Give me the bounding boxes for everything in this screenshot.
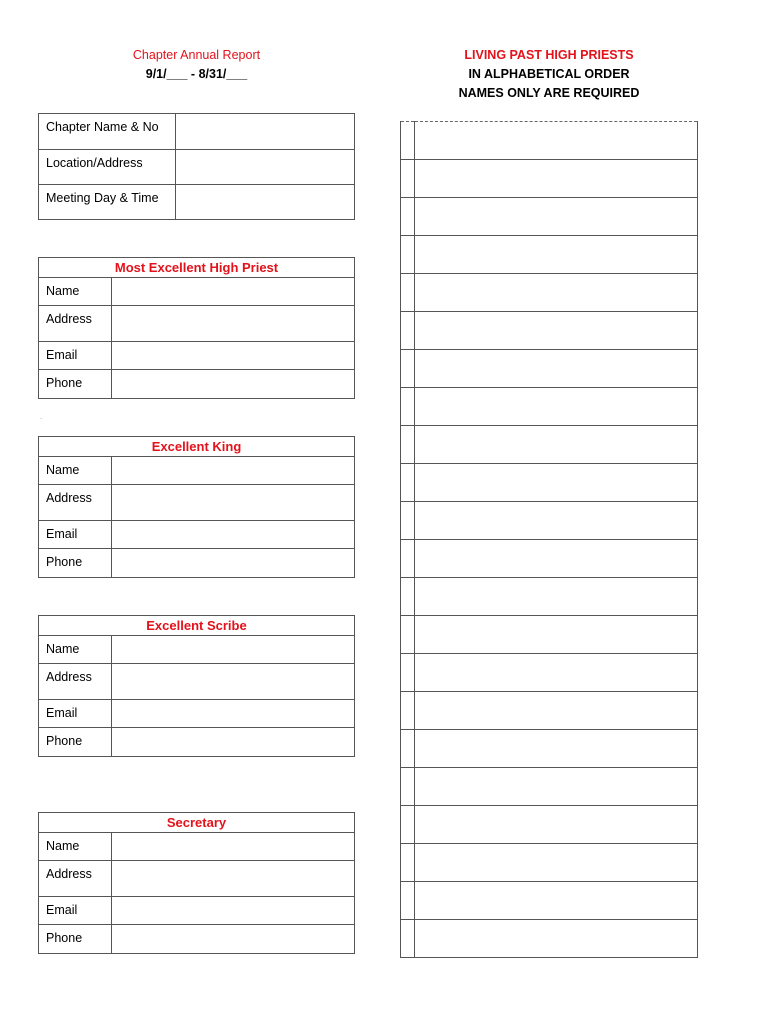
- address-label: Address: [39, 664, 112, 700]
- email-field[interactable]: [112, 521, 355, 549]
- phone-label: Phone: [39, 925, 112, 954]
- meeting-field[interactable]: [176, 185, 355, 220]
- past-priest-row: [401, 122, 698, 160]
- name-label: Name: [39, 457, 112, 485]
- phone-label: Phone: [39, 728, 112, 757]
- report-title: Chapter Annual Report: [132, 48, 261, 62]
- past-priest-row: [401, 312, 698, 350]
- past-priest-name-field[interactable]: [415, 312, 698, 350]
- past-priest-name-field[interactable]: [415, 654, 698, 692]
- address-field[interactable]: [112, 664, 355, 700]
- officer-table-scribe: [38, 615, 355, 757]
- past-priest-name-field[interactable]: [415, 198, 698, 236]
- row-number-cell: [401, 768, 415, 806]
- past-priest-row: [401, 350, 698, 388]
- row-number-cell: [401, 426, 415, 464]
- past-priest-row: [401, 540, 698, 578]
- past-priest-row: [401, 426, 698, 464]
- email-label: Email: [39, 897, 112, 925]
- name-field[interactable]: [112, 833, 355, 861]
- row-number-cell: [401, 502, 415, 540]
- past-priest-name-field[interactable]: [415, 502, 698, 540]
- row-number-cell: [401, 540, 415, 578]
- email-field[interactable]: [112, 897, 355, 925]
- officer-title: Secretary: [39, 813, 355, 833]
- name-label: Name: [39, 636, 112, 664]
- email-field[interactable]: [112, 342, 355, 370]
- past-priest-name-field[interactable]: [415, 388, 698, 426]
- phone-field[interactable]: [112, 370, 355, 399]
- address-field[interactable]: [112, 485, 355, 521]
- officer-title: Excellent Scribe: [39, 616, 355, 636]
- row-number-cell: [401, 236, 415, 274]
- past-priest-name-field[interactable]: [415, 540, 698, 578]
- meeting-label: Meeting Day & Time: [39, 185, 176, 220]
- officer-title: Excellent King: [39, 437, 355, 457]
- officer-table-king: [38, 436, 355, 578]
- past-priest-name-field[interactable]: [415, 350, 698, 388]
- past-priest-row: [401, 160, 698, 198]
- past-priest-row: [401, 388, 698, 426]
- row-number-cell: [401, 160, 415, 198]
- past-priest-row: [401, 882, 698, 920]
- past-priest-name-field[interactable]: [415, 122, 698, 160]
- location-label: Location/Address: [39, 150, 176, 185]
- past-priest-name-field[interactable]: [415, 464, 698, 502]
- phone-field[interactable]: [112, 549, 355, 578]
- past-priests-header: [400, 46, 698, 103]
- row-number-cell: [401, 730, 415, 768]
- chapter-name-label: Chapter Name & No: [39, 114, 176, 150]
- row-number-cell: [401, 882, 415, 920]
- past-priest-row: [401, 616, 698, 654]
- location-field[interactable]: [176, 150, 355, 185]
- past-priest-row: [401, 236, 698, 274]
- row-number-cell: [401, 692, 415, 730]
- row-number-cell: [401, 844, 415, 882]
- past-priest-name-field[interactable]: [415, 426, 698, 464]
- email-label: Email: [39, 342, 112, 370]
- phone-label: Phone: [39, 370, 112, 399]
- email-label: Email: [39, 700, 112, 728]
- row-number-cell: [401, 274, 415, 312]
- stray-mark: .: [40, 412, 43, 421]
- past-priest-name-field[interactable]: [415, 692, 698, 730]
- name-label: Name: [39, 833, 112, 861]
- past-priest-row: [401, 730, 698, 768]
- past-priest-row: [401, 464, 698, 502]
- row-number-cell: [401, 578, 415, 616]
- address-label: Address: [39, 485, 112, 521]
- past-priest-row: [401, 920, 698, 958]
- chapter-name-field[interactable]: [176, 114, 355, 150]
- past-priests-title: LIVING PAST HIGH PRIESTS: [464, 48, 634, 62]
- past-priests-names-note: NAMES ONLY ARE REQUIRED: [458, 86, 640, 100]
- past-priest-name-field[interactable]: [415, 768, 698, 806]
- row-number-cell: [401, 122, 415, 160]
- past-priest-name-field[interactable]: [415, 274, 698, 312]
- address-field[interactable]: [112, 306, 355, 342]
- report-dates: 9/1/___ - 8/31/___: [145, 67, 248, 81]
- email-field[interactable]: [112, 700, 355, 728]
- past-priest-row: [401, 274, 698, 312]
- row-number-cell: [401, 350, 415, 388]
- past-priest-name-field[interactable]: [415, 616, 698, 654]
- past-priest-row: [401, 768, 698, 806]
- past-priest-name-field[interactable]: [415, 730, 698, 768]
- past-priest-row: [401, 198, 698, 236]
- past-priest-name-field[interactable]: [415, 920, 698, 958]
- past-priest-name-field[interactable]: [415, 844, 698, 882]
- past-priest-row: [401, 806, 698, 844]
- chapter-info-table: [38, 113, 355, 220]
- email-label: Email: [39, 521, 112, 549]
- address-label: Address: [39, 306, 112, 342]
- past-priests-table: [400, 121, 698, 958]
- past-priests-order-note: IN ALPHABETICAL ORDER: [468, 67, 630, 81]
- row-number-cell: [401, 388, 415, 426]
- phone-field[interactable]: [112, 728, 355, 757]
- past-priest-name-field[interactable]: [415, 882, 698, 920]
- phone-field[interactable]: [112, 925, 355, 954]
- past-priest-row: [401, 844, 698, 882]
- name-label: Name: [39, 278, 112, 306]
- officer-table-secretary: [38, 812, 355, 954]
- phone-label: Phone: [39, 549, 112, 578]
- past-priest-row: [401, 502, 698, 540]
- name-field[interactable]: [112, 457, 355, 485]
- row-number-cell: [401, 654, 415, 692]
- row-number-cell: [401, 806, 415, 844]
- past-priest-name-field[interactable]: [415, 236, 698, 274]
- past-priest-name-field[interactable]: [415, 806, 698, 844]
- past-priest-row: [401, 578, 698, 616]
- row-number-cell: [401, 920, 415, 958]
- name-field[interactable]: [112, 278, 355, 306]
- name-field[interactable]: [112, 636, 355, 664]
- officer-title: Most Excellent High Priest: [39, 258, 355, 278]
- past-priest-name-field[interactable]: [415, 160, 698, 198]
- row-number-cell: [401, 198, 415, 236]
- address-field[interactable]: [112, 861, 355, 897]
- past-priest-name-field[interactable]: [415, 578, 698, 616]
- row-number-cell: [401, 312, 415, 350]
- past-priest-row: [401, 654, 698, 692]
- report-header: [38, 46, 355, 84]
- row-number-cell: [401, 616, 415, 654]
- past-priest-row: [401, 692, 698, 730]
- address-label: Address: [39, 861, 112, 897]
- officer-table-high-priest: [38, 257, 355, 399]
- row-number-cell: [401, 464, 415, 502]
